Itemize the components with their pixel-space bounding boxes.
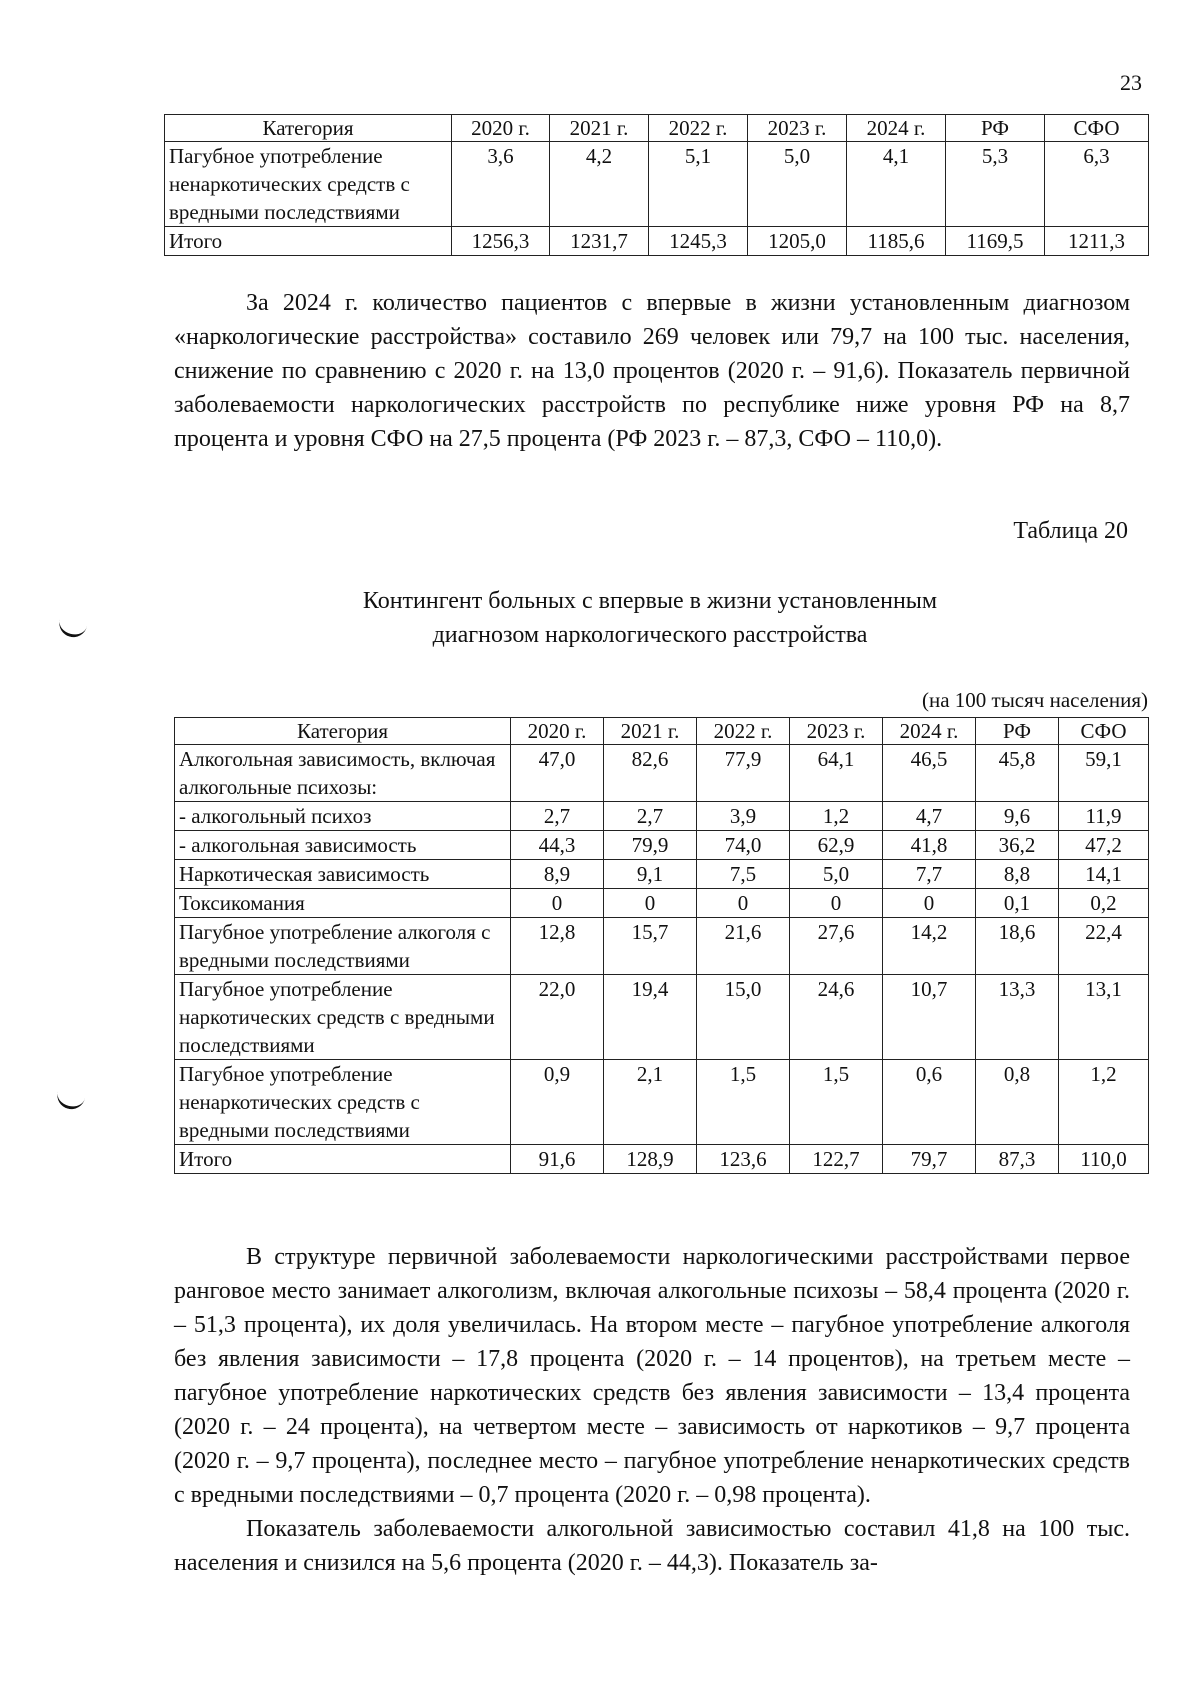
cell-value: 14,1 xyxy=(1059,860,1149,889)
cell-value: 59,1 xyxy=(1059,745,1149,802)
cell-value: 15,0 xyxy=(697,975,790,1060)
table-title-line: диагнозом наркологического расстройства xyxy=(432,622,868,648)
row-label: Алкогольная зависимость, включая алкогольные психозы: xyxy=(175,745,511,802)
cell-value: 1,2 xyxy=(1059,1060,1149,1145)
cell-value: 123,6 xyxy=(697,1145,790,1174)
binding-mark-icon xyxy=(54,1089,85,1112)
cell-value: 1185,6 xyxy=(847,227,946,256)
cell-value: 0,9 xyxy=(511,1060,604,1145)
cell-value: 27,6 xyxy=(790,918,883,975)
cell-value: 82,6 xyxy=(604,745,697,802)
cell-value: 8,9 xyxy=(511,860,604,889)
table-title xyxy=(200,584,1100,652)
row-label: Пагубное употребление ненаркотических средств с вредными последствиями xyxy=(175,1060,511,1145)
cell-value: 1,5 xyxy=(697,1060,790,1145)
cell-value: 5,0 xyxy=(790,860,883,889)
cell-value: 9,6 xyxy=(976,802,1059,831)
cell-value: 87,3 xyxy=(976,1145,1059,1174)
cell-value: 1231,7 xyxy=(550,227,649,256)
cell-value: 0,1 xyxy=(976,889,1059,918)
cell-value: 18,6 xyxy=(976,918,1059,975)
row-label: Пагубное употребление алкоголя с вредными последствиями xyxy=(175,918,511,975)
cell-value: 5,3 xyxy=(946,142,1045,227)
header-cell: Категория xyxy=(165,115,452,142)
cell-value: 12,8 xyxy=(511,918,604,975)
cell-value: 5,1 xyxy=(649,142,748,227)
row-label: Пагубное употребление ненаркотических средств с вредными последствиями xyxy=(165,142,452,227)
row-label: Итого xyxy=(165,227,452,256)
paragraph-text: В структуре первичной заболеваемости наркологическими расстройствами первое ранговое место занимает алкоголизм, включая алкогольные психозы – 58,4 процента (2020 г. – 51,3 процента), их доля увеличилась. На втором месте – пагубное употребление алкоголя без явления зависимости – 17,8 процента (2020 г. – 14 процентов), на третьем месте – пагубное употребление наркотических средств без явления зависимости – 13,4 процента (2020 г. – 24 процента), на четвертом месте – зависимость от наркотиков – 9,7 процента (2020 г. – 9,7 процента), последнее место – пагубное употребление ненаркотических средств с вредными последствиями – 0,7 процента (2020 г. – 0,98 процента). xyxy=(174,1244,1130,1508)
binding-mark-icon xyxy=(56,617,87,640)
cell-value: 91,6 xyxy=(511,1145,604,1174)
table-row xyxy=(175,831,1149,860)
cell-value: 122,7 xyxy=(790,1145,883,1174)
table-row xyxy=(175,860,1149,889)
header-cell: 2022 г. xyxy=(649,115,748,142)
row-label: Наркотическая зависимость xyxy=(175,860,511,889)
cell-value: 19,4 xyxy=(604,975,697,1060)
cell-value: 7,7 xyxy=(883,860,976,889)
row-label: Токсикомания xyxy=(175,889,511,918)
cell-value: 0 xyxy=(697,889,790,918)
cell-value: 1205,0 xyxy=(748,227,847,256)
cell-value: 0,8 xyxy=(976,1060,1059,1145)
header-cell: РФ xyxy=(946,115,1045,142)
cell-value: 128,9 xyxy=(604,1145,697,1174)
cell-value: 79,7 xyxy=(883,1145,976,1174)
cell-value: 6,3 xyxy=(1045,142,1149,227)
cell-value: 3,9 xyxy=(697,802,790,831)
table-row xyxy=(175,975,1149,1060)
header-cell: 2020 г. xyxy=(511,718,604,745)
table-unit-note: (на 100 тысяч населения) xyxy=(921,688,1148,712)
table-row xyxy=(175,802,1149,831)
cell-value: 41,8 xyxy=(883,831,976,860)
cell-value: 62,9 xyxy=(790,831,883,860)
cell-value: 21,6 xyxy=(697,918,790,975)
cell-value: 22,4 xyxy=(1059,918,1149,975)
cell-value: 110,0 xyxy=(1059,1145,1149,1174)
header-cell: СФО xyxy=(1059,718,1149,745)
header-cell: Категория xyxy=(175,718,511,745)
cell-value: 0 xyxy=(883,889,976,918)
row-label: Итого xyxy=(175,1145,511,1174)
row-label: - алкогольная зависимость xyxy=(175,831,511,860)
paragraph-text: Показатель заболеваемости алкогольной зависимостью составил 41,8 на 100 тыс. населения и снизился на 5,6 процента (2020 г. – 44,3). Показатель за- xyxy=(174,1516,1130,1576)
cell-value: 24,6 xyxy=(790,975,883,1060)
table-title-line: Контингент больных с впервые в жизни установленным xyxy=(362,588,938,614)
table-header-row xyxy=(175,718,1149,745)
cell-value: 1169,5 xyxy=(946,227,1045,256)
cell-value: 0,6 xyxy=(883,1060,976,1145)
header-cell: 2023 г. xyxy=(790,718,883,745)
cell-value: 3,6 xyxy=(452,142,550,227)
cell-value: 11,9 xyxy=(1059,802,1149,831)
paragraph-structure xyxy=(174,1240,1130,1580)
header-cell: 2021 г. xyxy=(604,718,697,745)
cell-value: 2,7 xyxy=(604,802,697,831)
table-row-total xyxy=(165,227,1149,256)
cell-value: 4,1 xyxy=(847,142,946,227)
table-header-row xyxy=(165,115,1149,142)
cell-value: 13,1 xyxy=(1059,975,1149,1060)
row-label: - алкогольный психоз xyxy=(175,802,511,831)
table-20 xyxy=(174,717,1149,1174)
cell-value: 0,2 xyxy=(1059,889,1149,918)
page-number: 23 xyxy=(1120,70,1142,95)
cell-value: 47,0 xyxy=(511,745,604,802)
table-number: Таблица 20 xyxy=(1013,518,1128,544)
cell-value: 1245,3 xyxy=(649,227,748,256)
table-row-total xyxy=(175,1145,1149,1174)
cell-value: 14,2 xyxy=(883,918,976,975)
table-row xyxy=(165,142,1149,227)
cell-value: 64,1 xyxy=(790,745,883,802)
paragraph-text: За 2024 г. количество пациентов с впервые в жизни установленным диагнозом «наркологические расстройства» составило 269 человек или 79,7 на 100 тыс. населения, снижение по сравнению с 2020 г. на 13,0 процентов (2020 г. – 91,6). Показатель первичной заболеваемости наркологических расстройств по республике ниже уровня РФ на 8,7 процента и уровня СФО на 27,5 процента (РФ 2023 г. – 87,3, СФО – 110,0). xyxy=(174,290,1130,452)
cell-value: 45,8 xyxy=(976,745,1059,802)
table-row xyxy=(175,1060,1149,1145)
cell-value: 4,2 xyxy=(550,142,649,227)
header-cell: СФО xyxy=(1045,115,1149,142)
cell-value: 79,9 xyxy=(604,831,697,860)
table-row xyxy=(175,918,1149,975)
cell-value: 74,0 xyxy=(697,831,790,860)
cell-value: 4,7 xyxy=(883,802,976,831)
header-cell: РФ xyxy=(976,718,1059,745)
cell-value: 46,5 xyxy=(883,745,976,802)
cell-value: 22,0 xyxy=(511,975,604,1060)
cell-value: 44,3 xyxy=(511,831,604,860)
cell-value: 8,8 xyxy=(976,860,1059,889)
cell-value: 1211,3 xyxy=(1045,227,1149,256)
cell-value: 77,9 xyxy=(697,745,790,802)
cell-value: 15,7 xyxy=(604,918,697,975)
header-cell: 2022 г. xyxy=(697,718,790,745)
cell-value: 1256,3 xyxy=(452,227,550,256)
header-cell: 2021 г. xyxy=(550,115,649,142)
cell-value: 0 xyxy=(604,889,697,918)
cell-value: 1,2 xyxy=(790,802,883,831)
header-cell: 2024 г. xyxy=(883,718,976,745)
table-row xyxy=(175,745,1149,802)
row-label: Пагубное употребление наркотических средств с вредными последствиями xyxy=(175,975,511,1060)
cell-value: 10,7 xyxy=(883,975,976,1060)
cell-value: 2,7 xyxy=(511,802,604,831)
header-cell: 2020 г. xyxy=(452,115,550,142)
cell-value: 7,5 xyxy=(697,860,790,889)
cell-value: 5,0 xyxy=(748,142,847,227)
cell-value: 0 xyxy=(790,889,883,918)
cell-value: 36,2 xyxy=(976,831,1059,860)
cell-value: 2,1 xyxy=(604,1060,697,1145)
table-row xyxy=(175,889,1149,918)
header-cell: 2023 г. xyxy=(748,115,847,142)
cell-value: 1,5 xyxy=(790,1060,883,1145)
continuation-table xyxy=(164,114,1149,256)
cell-value: 9,1 xyxy=(604,860,697,889)
cell-value: 0 xyxy=(511,889,604,918)
header-cell: 2024 г. xyxy=(847,115,946,142)
paragraph-incidence xyxy=(174,286,1130,456)
cell-value: 47,2 xyxy=(1059,831,1149,860)
cell-value: 13,3 xyxy=(976,975,1059,1060)
